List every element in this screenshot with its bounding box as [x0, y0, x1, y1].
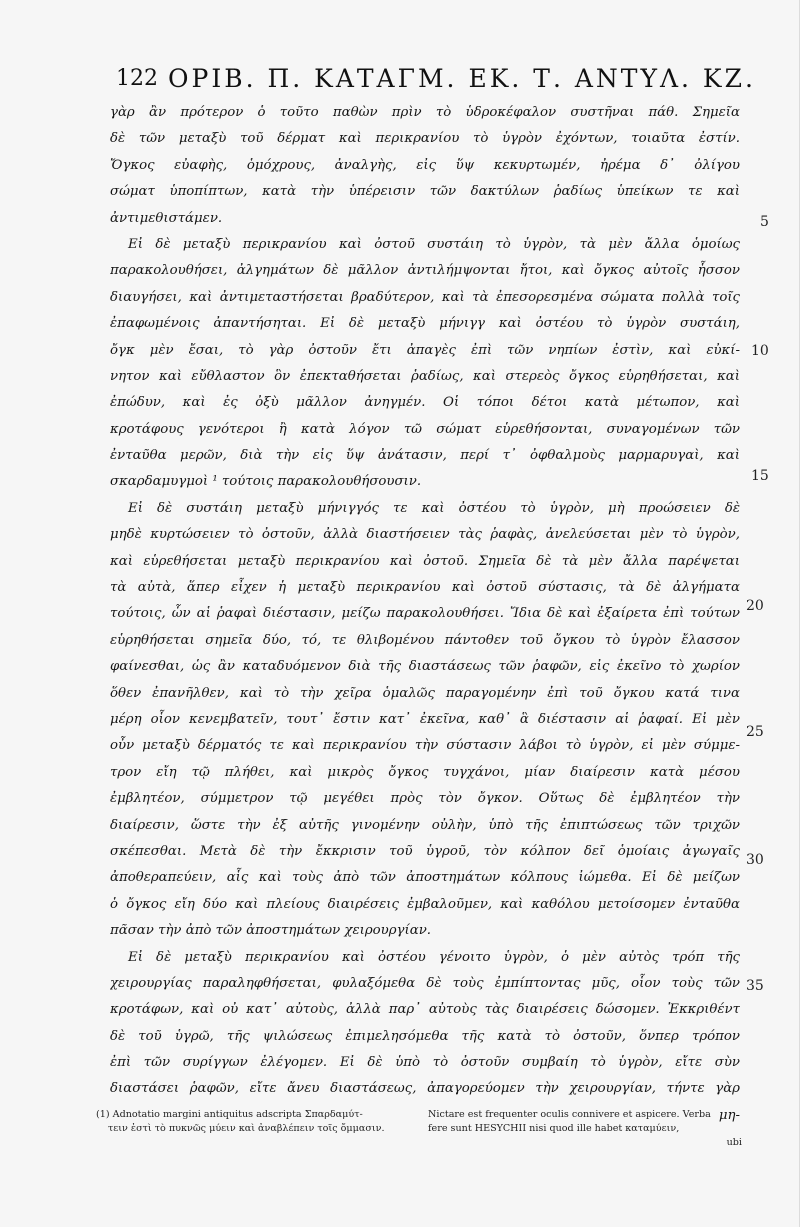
- page-header: [116, 64, 756, 94]
- text-line: γὰρ ἂν πρότερον ὁ τοῦτο παθὼν πρὶν τὸ ὑδροκέφαλον συστῆναι πάθ. Σημεῖα: [110, 105, 740, 120]
- main-text: [110, 100, 740, 1129]
- text-line: Ὄγκος εὐαφὴς, ὁμόχρους, ἀναλγὴς, εἰς ὕψ κεκυρτωμέν, ἠρέμα δ᾽ ὀλίγου: [110, 157, 740, 173]
- footnote-left-column: [96, 1108, 412, 1136]
- text-line: ἐπαφωμένοις ἀπαντήσηται. Εἰ δὲ μεταξὺ μήνιγγ καὶ ὀστέου τὸ ὑγρὸν συστάιη,: [110, 316, 740, 332]
- text-line: ὁ ὄγκος εἴη δύο καὶ πλείους διαιρέσεις ἐμβαλοῦμεν, καὶ καθόλου μετοίσομεν ἐνταῦθα: [110, 896, 740, 912]
- text-line: οὖν μεταξὺ δέρματός τε καὶ περικρανίου τὴν σύστασιν λάβοι τὸ ὑγρὸν, εἰ μὲν σύμμε-: [110, 738, 740, 754]
- text-line: ἀποθεραπεύειν, αἷς καὶ τοὺς ἀπὸ τῶν ἀποστημάτων κόλπους ἰώμεθα. Εἰ δὲ μείζων: [110, 870, 740, 886]
- line-number-marker: 15: [751, 468, 769, 484]
- footnote-line: τειν ἐστὶ τὸ πυκνῶς μύειν καὶ ἀναβλέπειν τοῖς ὄμμασιν.: [108, 1123, 385, 1134]
- line-number-marker: 25: [746, 724, 764, 740]
- text-line: νητον καὶ εὔθλαστον ὃν ἐπεκταθήσεται ῥαδίως, καὶ στερεὸς ὄγκος εὑρηθήσεται, καὶ: [110, 368, 740, 384]
- text-line: ἐπώδυν, καὶ ἐς ὀξὺ μᾶλλον ἀνηγμέν. Οἱ τόποι δέτοι κατὰ μέτωπον, καὶ: [110, 395, 740, 411]
- footnote-line: ubi: [726, 1137, 742, 1148]
- text-line: ἐνταῦθα μερῶν, διὰ τὴν εἰς ὕψ ἀνάτασιν, περί τ᾽ ὀφθαλμοὺς μαρμαρυγαὶ, καὶ: [110, 448, 740, 464]
- text-line: δὲ τοῦ ὑγρῶ, τῆς ψιλώσεως ἐπιμελησόμεθα τῆς κατὰ τὸ ὀστοῦν, ὅνπερ τρόπον: [110, 1028, 740, 1044]
- text-line: κροτάφων, καὶ οὐ κατ᾽ αὐτοὺς, ἀλλὰ παρ᾽ αὐτοὺς τὰς διαιρέσεις δώσομεν. Ἐκκριθέντ: [110, 1002, 740, 1018]
- text-line: Εἰ δὲ μεταξὺ περικρανίου καὶ ὀστέου γένοιτο ὑγρὸν, ὁ μὲν αὐτὸς τρόπ τῆς: [128, 949, 740, 965]
- footnote-line: (1) Adnotatio margini antiquitus adscripta Σπαρδαμύτ-: [96, 1109, 363, 1120]
- text-line: διαστάσει ῥαφῶν, εἴτε ἄνευ διαστάσεως, ἀπαγορεύομεν τὴν χειρουργίαν, τήντε γὰρ: [110, 1081, 740, 1097]
- line-number-marker: 30: [746, 852, 764, 868]
- footnote-line: fere sunt HESYCHII nisi quod ille habet καταμύειν,: [428, 1123, 680, 1134]
- text-line: μέρη οἷον κενεμβατεῖν, τουτ᾽ ἔστιν κατ᾽ ἐκεῖνα, καθ᾽ ἃ διέστασιν αἱ ῥαφαί. Εἰ μὲν: [110, 711, 740, 727]
- text-line: τὰ αὐτὰ, ἅπερ εἶχεν ἡ μεταξὺ περικρανίου καὶ ὀστοῦ σύστασις, τὰ δὲ ἀλγήματα: [110, 580, 740, 596]
- text-line: διαίρεσιν, ὥστε τὴν ἐξ αὐτῆς γινομένην οὐλὴν, ὑπὸ τῆς ἐπιπτώσεως τῶν τριχῶν: [110, 817, 740, 833]
- page-number: 122: [116, 66, 158, 91]
- line-number-marker: 20: [746, 598, 764, 614]
- text-line: παρακολουθήσει, ἀλγημάτων δὲ μᾶλλον ἀντιλήμψονται ἤτοι, καὶ ὄγκος αὐτοῖς ἧσσον: [110, 263, 740, 279]
- text-line: δὲ τῶν μεταξὺ τοῦ δέρματ καὶ περικρανίου τὸ ὑγρὸν ἐχόντων, τοιαῦτα ἐστίν.: [110, 131, 740, 147]
- text-line: τούτοις, ὧν αἱ ῥαφαὶ διέστασιν, μείζω παρακολουθήσει. Ἴδια δὲ καὶ ἐξαίρετα ἐπὶ τούτων: [110, 606, 740, 622]
- line-number-marker: 35: [746, 978, 764, 994]
- text-line: ὄγκ μὲν ἔσαι, τὸ γὰρ ὀστοῦν ἔτι ἀπαγὲς ἐπὶ τῶν νηπίων ἐστὶν, καὶ εὐκί-: [110, 342, 740, 358]
- text-line: μηδὲ κυρτώσειεν τὸ ὀστοῦν, ἀλλὰ διαστήσειεν τὰς ῥαφὰς, ἀνελεύσεται μὲν τὸ ὑγρὸν,: [110, 527, 740, 543]
- text-line: φαίνεσθαι, ὡς ἂν καταδυόμενον διὰ τῆς διαστάσεως τῶν ῥαφῶν, εἰς ἐκεῖνο τὸ χωρίον: [110, 659, 740, 675]
- text-line: εὑρηθήσεται σημεῖα δύο, τό, τε θλιβομένου πάντοθεν τοῦ ὄγκου τὸ ὑγρὸν ἔλασσον: [110, 632, 740, 648]
- text-line: Εἰ δὲ συστάιη μεταξὺ μήνιγγός τε καὶ ὀστέου τὸ ὑγρὸν, μὴ προώσειεν δὲ: [128, 500, 740, 516]
- text-line: διαυγήσει, καὶ ἀντιμεταστήσεται βραδύτερον, καὶ τὰ ἐπεσορεσμένα σώματα πολλὰ τοῖς: [110, 289, 740, 305]
- text-line: Εἰ δὲ μεταξὺ περικρανίου καὶ ὀστοῦ συστάιη τὸ ὑγρὸν, τὰ μὲν ἄλλα ὁμοίως: [128, 236, 740, 252]
- text-line: ἐμβλητέον, σύμμετρον τῷ μεγέθει πρὸς τὸν ὄγκον. Οὕτως δὲ ἐμβλητέον τὴν: [110, 791, 740, 807]
- catchword-line: μη-: [718, 1107, 740, 1123]
- line-number-marker: 5: [760, 214, 769, 230]
- text-line: σκαρδαμυγμοὶ ¹ τούτοις παρακολουθήσουσιν.: [110, 474, 422, 490]
- text-line: ἀντιμεθιστάμεν.: [110, 210, 223, 226]
- text-line: ἐπὶ τῶν συρίγγων ἐλέγομεν. Εἰ δὲ ὑπὸ τὸ ὀστοῦν συμβαίη τὸ ὑγρὸν, εἴτε σὺν: [110, 1055, 740, 1071]
- running-title: ΟΡΙΒ. Π. ΚΑΤΑΓΜ. ΕΚ. Τ. ΑΝΤΥΛ. ΚΖ.: [168, 64, 756, 93]
- footnote-right-column: [428, 1108, 742, 1150]
- text-line: καὶ εὑρεθήσεται μεταξὺ περικρανίου καὶ ὀστοῦ. Σημεῖα δὲ τὰ μὲν ἄλλα παρέψεται: [110, 553, 740, 569]
- text-line: σκέπεσθαι. Μετὰ δὲ τὴν ἔκκρισιν τοῦ ὑγροῦ, τὸν κόλπον δεῖ ὁμοίαις ἀγωγαῖς: [110, 843, 740, 859]
- text-line: πᾶσαν τὴν ἀπὸ τῶν ἀποστημάτων χειρουργίαν.: [110, 923, 432, 939]
- text-line: σώματ ὑποπίπτων, κατὰ τὴν ὑπέρεισιν τῶν δακτύλων ῥαδίως ὑπείκων τε καὶ: [110, 184, 740, 200]
- text-line: τρον εἴη τῷ πλήθει, καὶ μικρὸς ὄγκος τυγχάνοι, μίαν διαίρεσιν κατὰ μέσου: [110, 764, 740, 780]
- text-line: κροτάφους γενότεροι ἢ κατὰ λόγον τῶ σώματ εὑρεθήσονται, συναγομένων τῶν: [110, 421, 740, 437]
- footnote-line: Nictare est frequenter oculis connivere et aspicere. Verba: [428, 1109, 711, 1120]
- text-line: χειρουργίας παραληφθήσεται, φυλαξόμεθα δὲ τοὺς ἐμπίπτοντας μῦς, οἷον τοὺς τῶν: [110, 975, 740, 991]
- line-number-marker: 10: [751, 343, 769, 359]
- text-line: ὅθεν ἐπανῆλθεν, καὶ τὸ τὴν χεῖρα ὁμαλῶς παραγομένην ἐπὶ τοῦ ὄγκου κατά τινα: [110, 685, 740, 701]
